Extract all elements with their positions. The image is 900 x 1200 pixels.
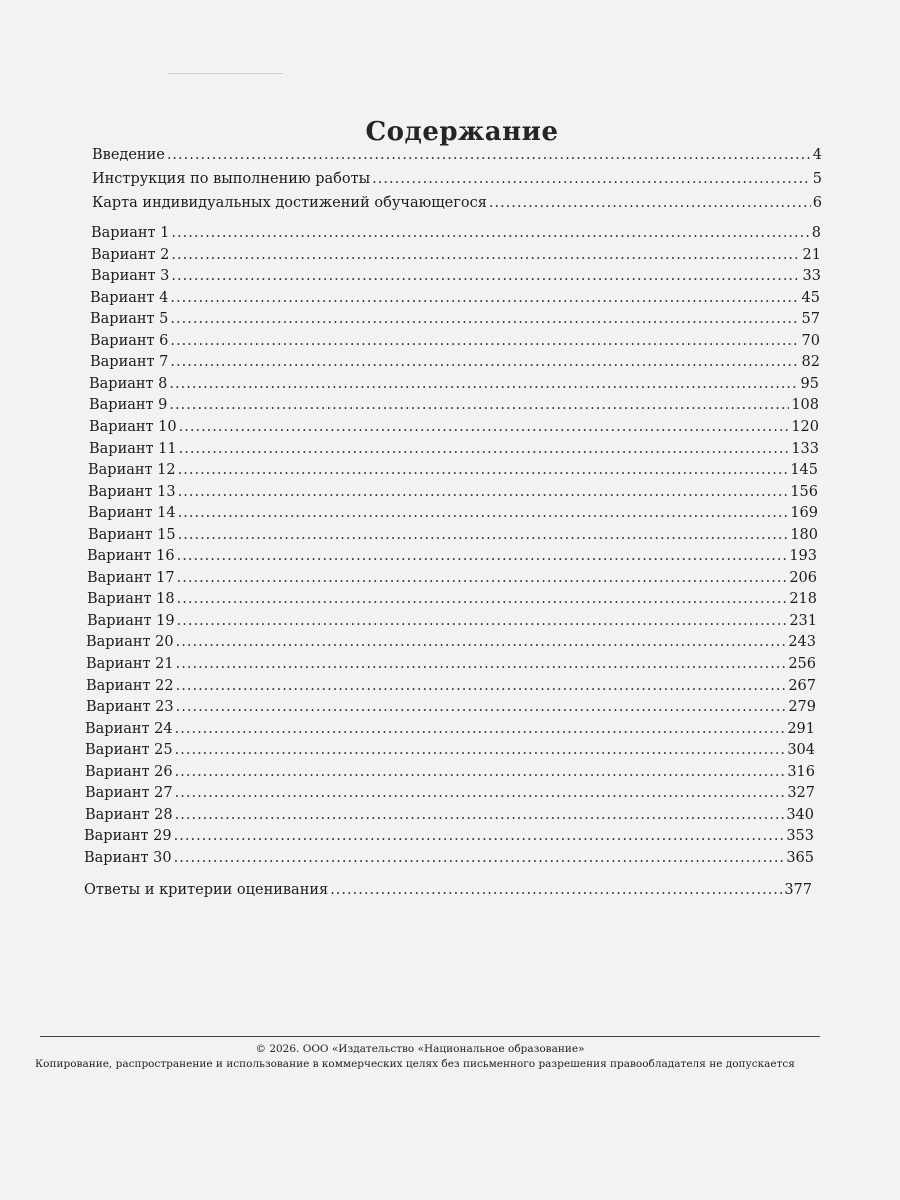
toc-entry-label: Вариант 26 bbox=[85, 764, 173, 780]
footer-notice: Копирование, распространение и использование в коммерческих целях без письменного разрешения правообладателя не допускается bbox=[35, 1058, 795, 1070]
toc-page-number: 82 bbox=[801, 354, 820, 370]
toc-dot-leader bbox=[167, 147, 811, 163]
toc-entry-label: Вариант 4 bbox=[90, 290, 169, 306]
toc-page-number: 279 bbox=[788, 699, 816, 715]
toc-entry-variant bbox=[90, 311, 820, 333]
toc-page-number: 33 bbox=[802, 268, 821, 284]
toc-page-number: 21 bbox=[802, 247, 821, 263]
toc-entry-label: Вариант 25 bbox=[85, 742, 173, 758]
toc-page-number: 5 bbox=[812, 171, 822, 187]
toc-entry-variant bbox=[86, 678, 816, 700]
toc-entry-label: Вариант 20 bbox=[86, 634, 174, 650]
toc-page-number: 193 bbox=[789, 548, 817, 564]
toc-dot-leader bbox=[178, 505, 789, 521]
toc-entry-label: Вариант 29 bbox=[84, 828, 172, 844]
toc-entry-label: Вариант 19 bbox=[87, 613, 175, 629]
toc-entry-label: Ответы и критерии оценивания bbox=[84, 882, 329, 898]
toc-dot-leader bbox=[171, 268, 800, 284]
toc-entry-label: Вариант 3 bbox=[91, 268, 170, 284]
toc-dot-leader bbox=[372, 171, 811, 187]
toc-entry-answers bbox=[84, 882, 812, 904]
toc-dot-leader bbox=[177, 548, 788, 564]
toc-dot-leader bbox=[175, 764, 786, 780]
footer-copyright: © 2026. ООО «Издательство «Национальное образование» bbox=[255, 1043, 585, 1055]
toc-page-number: 327 bbox=[787, 785, 815, 801]
toc-entry-variant bbox=[88, 527, 818, 549]
toc-page-number: 206 bbox=[789, 570, 817, 586]
toc-page-number: 156 bbox=[790, 484, 818, 500]
toc-entry-label: Вариант 27 bbox=[85, 785, 173, 801]
toc-dot-leader bbox=[171, 247, 800, 263]
toc-entry-label: Вариант 12 bbox=[88, 462, 176, 478]
toc-dot-leader bbox=[177, 613, 788, 629]
toc-page-number: 95 bbox=[800, 376, 819, 392]
toc-page-number: 377 bbox=[784, 882, 812, 898]
toc-entry-variant bbox=[86, 699, 816, 721]
toc-entry-variant bbox=[84, 828, 814, 850]
toc-page-number: 57 bbox=[801, 311, 820, 327]
toc-dot-leader bbox=[174, 850, 785, 866]
toc-entry-variant bbox=[88, 505, 818, 527]
toc-entry-variant bbox=[91, 247, 821, 269]
toc-page-number: 4 bbox=[812, 147, 822, 163]
toc-dot-leader bbox=[170, 311, 799, 327]
toc-entry-label: Вариант 23 bbox=[86, 699, 174, 715]
toc-entry-label: Инструкция по выполнению работы bbox=[92, 171, 371, 187]
toc-page-number: 316 bbox=[787, 764, 815, 780]
toc-page-number: 218 bbox=[789, 591, 817, 607]
toc-entry-variant bbox=[89, 419, 819, 441]
toc-page-number: 353 bbox=[786, 828, 814, 844]
toc-entry-label: Вариант 6 bbox=[90, 333, 169, 349]
toc-entry-label: Вариант 7 bbox=[90, 354, 169, 370]
toc-dot-leader bbox=[176, 699, 787, 715]
toc-entry-variant bbox=[91, 225, 821, 247]
toc-page-number: 145 bbox=[790, 462, 818, 478]
toc-dot-leader bbox=[170, 333, 799, 349]
toc-entry-label: Вариант 30 bbox=[84, 850, 172, 866]
toc-entry-variant bbox=[88, 462, 818, 484]
toc-entry-label: Введение bbox=[92, 147, 165, 163]
toc-dot-leader bbox=[179, 441, 790, 457]
toc-page-number: 45 bbox=[801, 290, 820, 306]
toc-page-number: 243 bbox=[788, 634, 816, 650]
toc-entry-variant bbox=[90, 354, 820, 376]
toc-page-number: 6 bbox=[812, 195, 822, 211]
toc-entry-variant bbox=[87, 570, 817, 592]
toc-entry-label: Вариант 17 bbox=[87, 570, 175, 586]
page-title: Содержание bbox=[365, 117, 559, 148]
toc-entry-label: Вариант 14 bbox=[88, 505, 176, 521]
toc-page-number: 267 bbox=[788, 678, 816, 694]
toc-entry-variant bbox=[86, 634, 816, 656]
toc-dot-leader bbox=[170, 290, 799, 306]
toc-page-number: 231 bbox=[789, 613, 817, 629]
toc-dot-leader bbox=[489, 195, 811, 211]
toc-page-number: 180 bbox=[790, 527, 818, 543]
toc-page-number: 8 bbox=[811, 225, 821, 241]
toc-entry-label: Вариант 5 bbox=[90, 311, 169, 327]
toc-entry-label: Вариант 22 bbox=[86, 678, 174, 694]
toc-page-number: 304 bbox=[787, 742, 815, 758]
toc-entry-variant bbox=[85, 764, 815, 786]
toc-page-number: 256 bbox=[788, 656, 816, 672]
page-scuff-mark bbox=[168, 73, 283, 74]
toc-entry-variant bbox=[85, 807, 814, 829]
toc-dot-leader bbox=[178, 484, 789, 500]
toc-dot-leader bbox=[176, 656, 787, 672]
toc-entry-variant bbox=[91, 268, 821, 290]
toc-dot-leader bbox=[176, 634, 787, 650]
toc-entry-label: Вариант 11 bbox=[89, 441, 177, 457]
toc-entry-label: Вариант 28 bbox=[85, 807, 173, 823]
toc-entry-variant bbox=[85, 721, 815, 743]
toc-dot-leader bbox=[169, 397, 789, 413]
toc-entry-label: Вариант 8 bbox=[89, 376, 168, 392]
toc-entry-variant bbox=[89, 441, 819, 463]
toc-entry-variant bbox=[90, 290, 820, 312]
toc-dot-leader bbox=[177, 570, 788, 586]
toc-entry-label: Вариант 21 bbox=[86, 656, 174, 672]
toc-page-number: 108 bbox=[791, 397, 819, 413]
toc-entry-variant bbox=[87, 591, 817, 613]
toc-entry-label: Карта индивидуальных достижений обучающегося bbox=[92, 195, 487, 211]
toc-dot-leader bbox=[170, 354, 799, 370]
toc-entry-intro bbox=[92, 147, 822, 169]
toc-dot-leader bbox=[175, 785, 786, 801]
toc-entry-label: Вариант 18 bbox=[87, 591, 175, 607]
toc-entry-variant bbox=[87, 613, 817, 635]
toc-page-number: 169 bbox=[790, 505, 818, 521]
footer-divider bbox=[40, 1036, 820, 1037]
toc-page-number: 133 bbox=[791, 441, 819, 457]
toc-entry-variant bbox=[90, 333, 820, 355]
toc-page-number: 291 bbox=[787, 721, 815, 737]
toc-page-number: 70 bbox=[801, 333, 820, 349]
toc-entry-variant bbox=[85, 742, 815, 764]
toc-page-number: 365 bbox=[786, 850, 814, 866]
toc-entry-label: Вариант 2 bbox=[91, 247, 170, 263]
toc-dot-leader bbox=[178, 527, 789, 543]
toc-entry-label: Вариант 15 bbox=[88, 527, 176, 543]
toc-dot-leader bbox=[179, 419, 790, 435]
toc-dot-leader bbox=[178, 462, 789, 478]
toc-entry-variant bbox=[88, 484, 818, 506]
toc-entry-intro bbox=[92, 195, 822, 217]
toc-page-number: 120 bbox=[791, 419, 819, 435]
toc-entry-variant bbox=[86, 656, 816, 678]
toc-entry-variant bbox=[84, 850, 814, 872]
toc-dot-leader bbox=[175, 721, 786, 737]
toc-dot-leader bbox=[177, 591, 788, 607]
toc-dot-leader bbox=[174, 828, 785, 844]
toc-entry-intro bbox=[92, 171, 822, 193]
toc-entry-label: Вариант 10 bbox=[89, 419, 177, 435]
toc-entry-label: Вариант 16 bbox=[87, 548, 175, 564]
toc-entry-label: Вариант 1 bbox=[91, 225, 170, 241]
toc-dot-leader bbox=[175, 807, 785, 823]
toc-entry-variant bbox=[89, 376, 819, 398]
toc-dot-leader bbox=[171, 225, 809, 241]
toc-dot-leader bbox=[176, 678, 787, 694]
toc-entry-variant bbox=[85, 785, 815, 807]
toc-dot-leader bbox=[169, 376, 798, 392]
toc-entry-variant bbox=[87, 548, 817, 570]
toc-entry-label: Вариант 9 bbox=[89, 397, 168, 413]
toc-dot-leader bbox=[175, 742, 786, 758]
toc-dot-leader bbox=[330, 882, 782, 898]
toc-page-number: 340 bbox=[786, 807, 814, 823]
toc-entry-label: Вариант 24 bbox=[85, 721, 173, 737]
toc-entry-label: Вариант 13 bbox=[88, 484, 176, 500]
toc-entry-variant bbox=[89, 397, 819, 419]
